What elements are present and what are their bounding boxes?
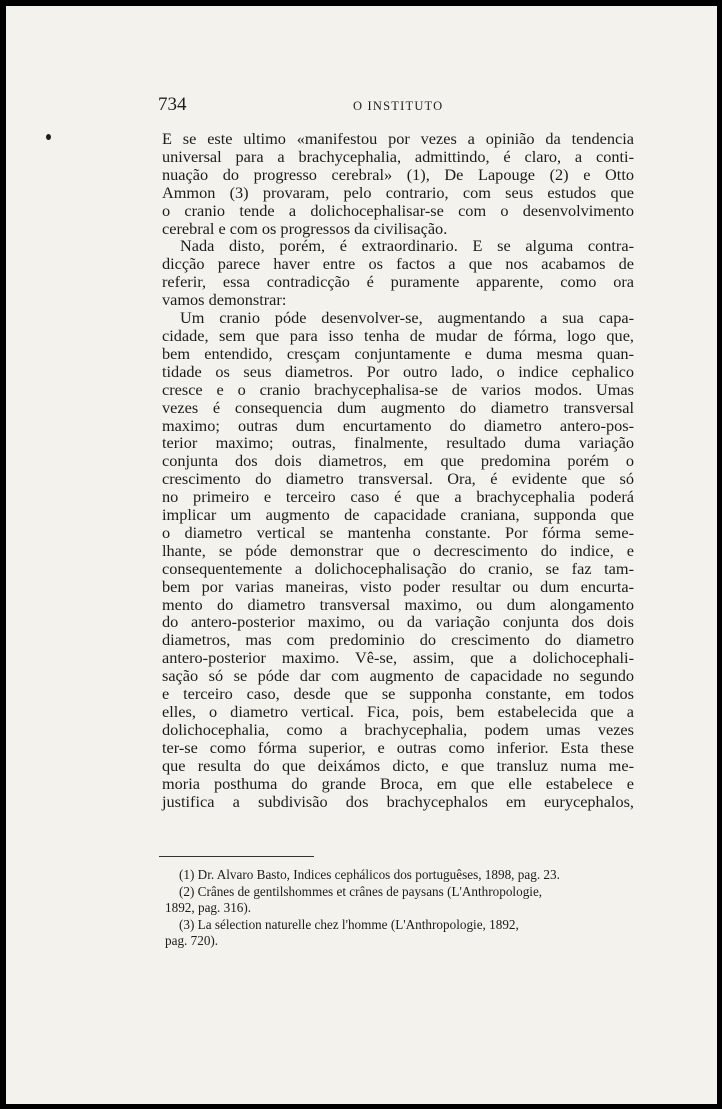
footnotes [165, 867, 635, 950]
text-line: bem entendido, cresçam conjuntamente e duma mesma quan- [162, 343, 634, 363]
text-line: o cranio tende a dolichocephalisar-se com o desenvolvimento [162, 200, 634, 220]
text-line: antero-posterior maximo. Vê-se, assim, que a dolichocephali- [162, 648, 634, 668]
text-line: bem por varias maneiras, visto poder resultar ou dum encurta- [162, 576, 634, 596]
text-line: dicção parece haver entre os factos a que nos acabamos de [162, 254, 634, 274]
text-line: cresce e o cranio brachycephalisa-se de varios modos. Umas [162, 379, 634, 399]
text-line: E se este ultimo «manifestou por vezes a opinião da tendencia [162, 129, 634, 148]
text-line: cidade, sem que para isso tenha de mudar de fórma, logo que, [162, 325, 634, 345]
footnote: (1) Dr. Alvaro Basto, Indices cephálicos dos portuguêses, 1898, pag. 23. [179, 867, 560, 882]
running-title: O INSTITUTO [353, 99, 444, 113]
text-line: mento do diametro transversal maximo, ou dum alongamento [162, 594, 634, 614]
text-line: implicar um augmento de capacidade craniana, supponda que [162, 505, 634, 525]
text-line: sação só se póde dar com augmento de capacidade no segundo [162, 666, 634, 686]
text-line: vezes é consequencia dum augmento do diametro transversal [162, 397, 634, 417]
text-line: dolichocephalia, como a brachycephalia, podem umas vezes [162, 719, 634, 739]
scanned-page [6, 6, 717, 1104]
text-line: terior maximo; outras, finalmente, resultado duma variação [162, 433, 634, 453]
text-line: consequentemente a dolichocephalisação do cranio, se faz tam- [162, 558, 634, 578]
text-line: crescimento do diametro transversal. Ora, é evidente que só [162, 469, 634, 489]
page-number: 734 [158, 94, 187, 115]
text-line: nuação do progresso cerebral» (1), De Lapouge (2) e Otto [162, 164, 634, 184]
text-line: elles, o diametro vertical. Fica, pois, bem estabelecida que a [162, 702, 634, 721]
page-header [158, 94, 632, 122]
text-line: universal para a brachycephalia, admittindo, é claro, a conti- [162, 146, 634, 166]
footnote-continuation: pag. 720). [165, 933, 219, 948]
text-line: moria posthuma do grande Broca, em que elle estabelece e [162, 773, 634, 793]
text-line: ter-se como fórma superior, e outras como inferior. Esta these [162, 737, 634, 757]
text-line: do antero-posterior maximo, ou da variação conjunta dos dois [162, 612, 634, 632]
footnote-continuation: 1892, pag. 316). [165, 900, 252, 915]
text-line: cerebral e com os progressos da civilisação. [162, 218, 448, 238]
text-line: Um cranio póde desenvolver-se, augmentando a sua capa- [180, 308, 634, 328]
text-line: referir, essa contradicção é puramente apparente, como ora [162, 272, 634, 292]
text-line: vamos demonstrar: [162, 290, 287, 310]
body-text [162, 130, 634, 810]
text-line: que resulta do que deixámos dicto, e que transluz numa me- [162, 755, 634, 775]
text-line: Ammon (3) provaram, pelo contrario, com seus estudos que [162, 182, 634, 202]
margin-mark [46, 134, 51, 140]
text-line: tidade os seus diametros. Por outro lado, o indice cephalico [162, 361, 634, 381]
text-line: o diametro vertical se mantenha constante. Por fórma seme- [162, 522, 634, 542]
footnote-divider [159, 856, 314, 857]
text-line: justifica a subdivisão dos brachycephalos em eurycephalos, [162, 791, 634, 811]
text-line: no primeiro e terceiro caso é que a brachycephalia poderá [162, 487, 634, 507]
text-line: diametros, mas com predominio do crescimento do diametro [162, 630, 634, 650]
text-line: Nada disto, porém, é extraordinario. E se alguma contra- [180, 236, 634, 256]
text-line: maximo; outras dum encurtamento do diametro antero-pos- [162, 415, 634, 435]
footnote: (3) La sélection naturelle chez l'homme (L'Anthropologie, 1892, [179, 916, 519, 932]
footnote: (2) Crânes de gentilshommes et crânes de paysans (L'Anthropologie, [179, 883, 543, 899]
text-line: e terceiro caso, desde que se supponha constante, em todos [162, 684, 634, 704]
text-line: conjunta dos dois diametros, em que predomina porém o [162, 451, 634, 471]
text-line: lhante, se póde demonstrar que o decrescimento do indice, e [162, 540, 634, 560]
